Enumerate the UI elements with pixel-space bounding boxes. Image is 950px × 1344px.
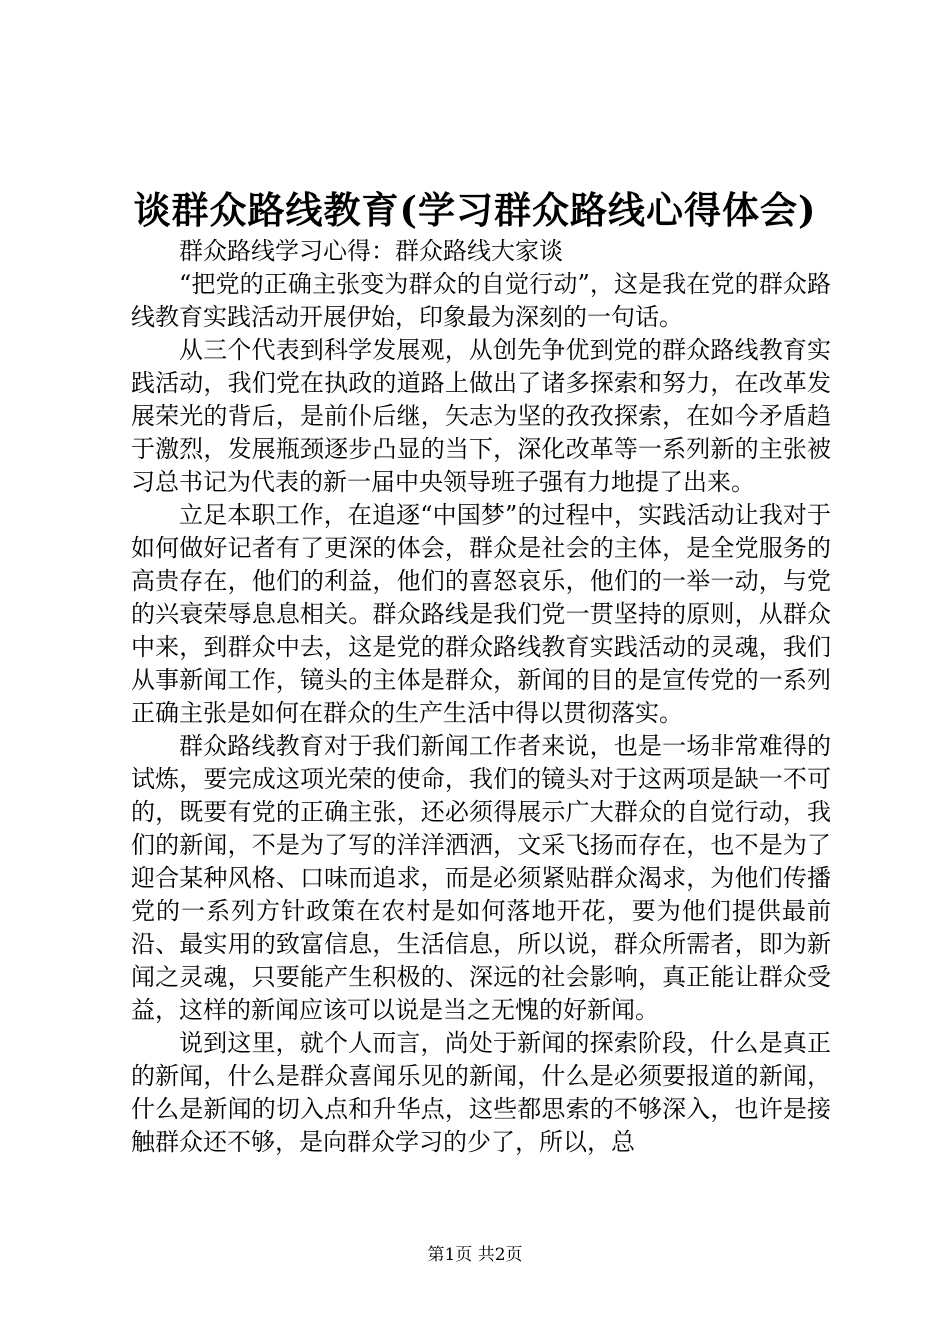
page-number-footer: 第1页 共2页 — [427, 1245, 523, 1265]
body-paragraph: 群众路线教育对于我们新闻工作者来说，也是一场非常难得的试炼，要完成这项光荣的使命，我们的镜头对于这两项是缺一不可的，既要有党的正确主张，还必须得展示广大群众的自觉行动，我们的新闻，不是为了写的洋洋洒洒，文采飞扬而存在，也不是为了迎合某种风格、口味而追求，而是必须紧贴群众渴求，为他们传播党的一系列方针政策在农村是如何落地开花，要为他们提供最前沿、最实用的致富信息，生活信息，所以说，群众所需者，即为新闻之灵魂，只要能产生积极的、深远的社会影响，真正能让群众受益，这样的新闻应该可以说是当之无愧的好新闻。 — [131, 732, 831, 1024]
document-title: 谈群众路线教育(学习群众路线心得体会) — [133, 188, 817, 232]
body-paragraph: 说到这里，就个人而言，尚处于新闻的探索阶段，什么是真正的新闻，什么是群众喜闻乐见的新闻，什么是必须要报道的新闻，什么是新闻的切入点和升华点，这些都思索的不够深入，也许是接触群众还不够，是向群众学习的少了，所以，总 — [131, 1029, 831, 1156]
body-paragraph: 从三个代表到科学发展观，从创先争优到党的群众路线教育实践活动，我们党在执政的道路上做出了诸多探索和努力，在改革发展荣光的背后，是前仆后继，矢志为坚的孜孜探索，在如今矛盾趋于激烈，发展瓶颈逐步凸显的当下，深化改革等一系列新的主张被习总书记为代表的新一届中央领导班子强有力地提了出来。 — [131, 336, 831, 496]
subtitle-paragraph: 群众路线学习心得：群众路线大家谈 — [179, 237, 563, 265]
document-body — [131, 235, 831, 1159]
body-paragraph: “把党的正确主张变为群众的自觉行动”，这是我在党的群众路线教育实践活动开展伊始，印象最为深刻的一句话。 — [131, 270, 831, 331]
body-paragraph: 立足本职工作，在追逐“中国梦”的过程中，实践活动让我对于如何做好记者有了更深的体会，群众是社会的主体，是全党服务的高贵存在，他们的利益，他们的喜怒哀乐，他们的一举一动，与党的兴衰荣辱息息相关。群众路线是我们党一贯坚持的原则，从群众中来，到群众中去，这是党的群众路线教育实践活动的灵魂，我们从事新闻工作，镜头的主体是群众，新闻的目的是宣传党的一系列正确主张是如何在群众的生产生活中得以贯彻落实。 — [131, 501, 831, 727]
